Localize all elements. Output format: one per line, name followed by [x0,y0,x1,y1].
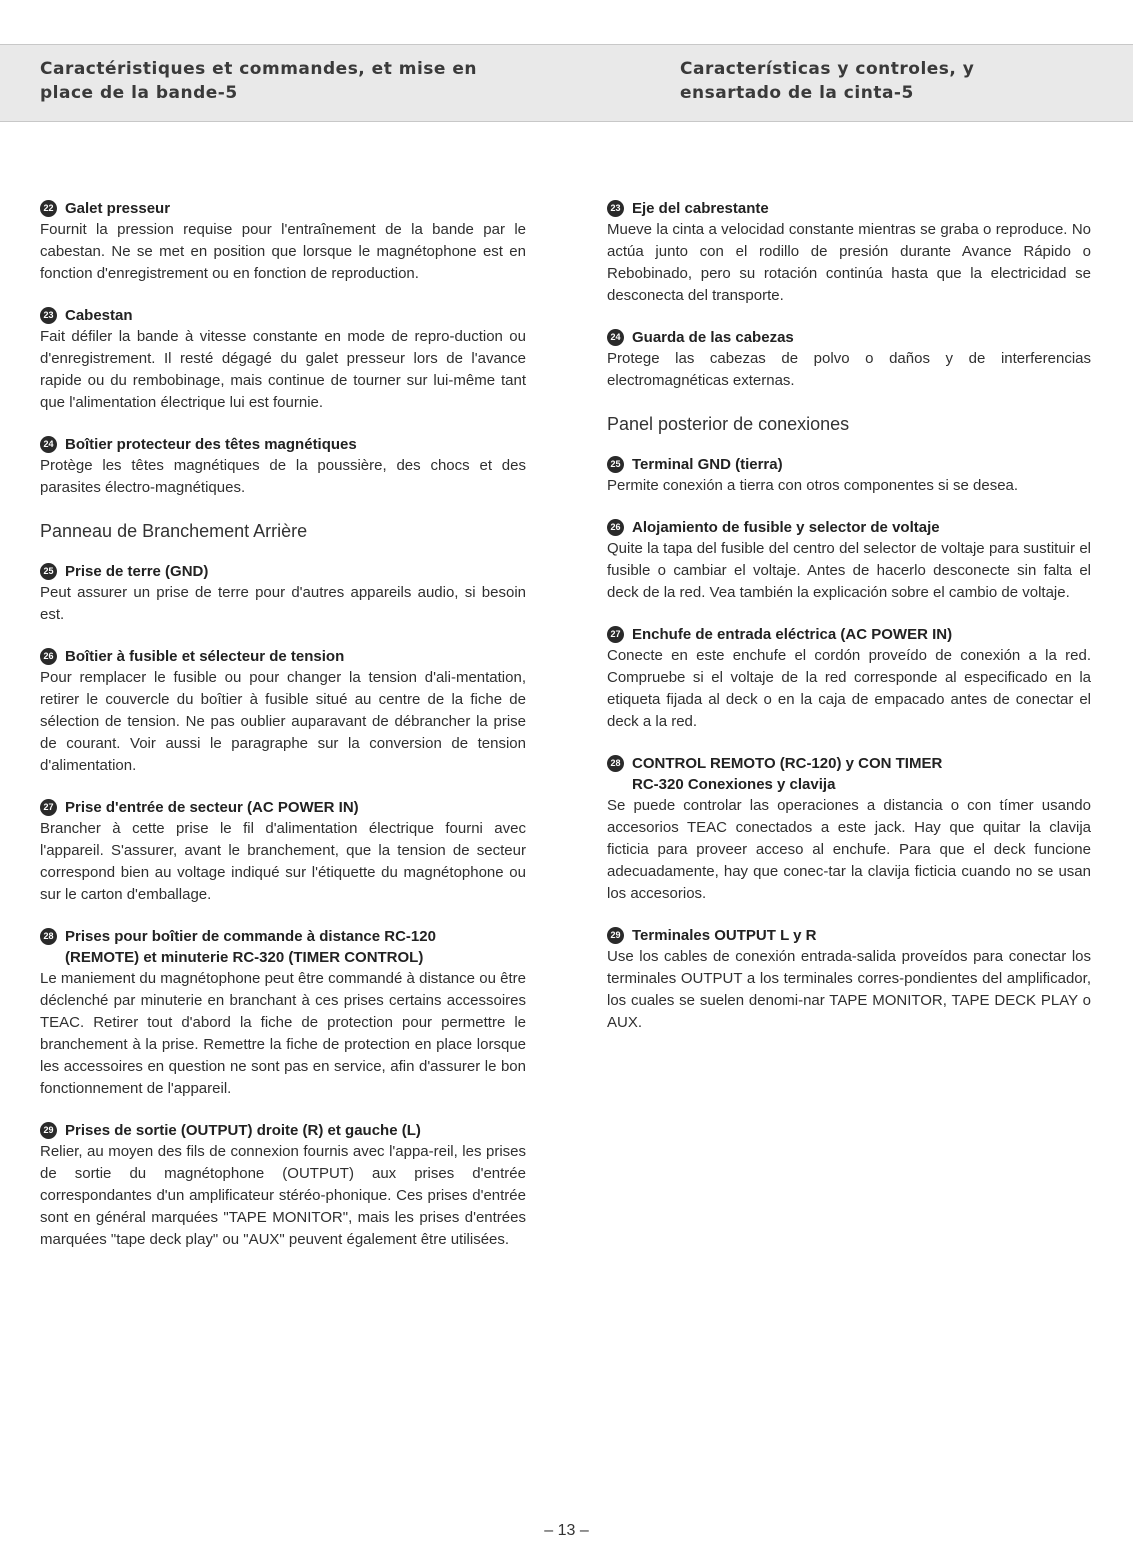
feature-item [40,198,526,285]
feature-item-description: Pour remplacer le fusible ou pour changer la tension d'ali-mentation, retirer le couvercle du boîtier à fusible situé au centre de la fiche de sélection de tension. Ne pas oublier auparavant de débrancher la prise de courant. Voir aussi le paragraphe sur la conversion de tension d'alimentation. [40,669,526,774]
french-column [40,198,526,1271]
feature-item-title-line: Galet presseur [65,200,171,217]
feature-item-title [40,198,526,219]
feature-item-title-line: Prise de terre (GND) [65,563,209,580]
feature-item-title [40,646,526,667]
page-number: – 13 – [544,1522,589,1539]
feature-item [40,926,526,1100]
feature-item-title [40,434,526,455]
feature-item [40,646,526,777]
feature-item-title-line: Prise d'entrée de secteur (AC POWER IN) [65,799,359,816]
feature-item-title [40,797,526,818]
feature-item [607,198,1091,307]
item-number-badge: 26 [40,648,57,665]
feature-item-title-line: Terminales OUTPUT L y R [632,927,817,944]
feature-item-title-line: Cabestan [65,307,133,324]
feature-item-title-line: Guarda de las cabezas [632,329,794,346]
feature-item-title [40,1120,526,1141]
feature-item [607,624,1091,733]
feature-item-title-line: CONTROL REMOTO (RC-120) y CON TIMER [632,755,943,772]
item-number-badge: 22 [40,200,57,217]
item-number-badge: 27 [607,626,624,643]
header-title-spanish [680,57,974,105]
feature-item-title-text [632,198,1091,219]
header-title-spanish-line2: ensartado de la cinta-5 [680,83,914,103]
feature-item-title-line: Prises pour boîtier de commande à distance RC-120 [65,928,436,945]
item-number-badge: 24 [607,329,624,346]
feature-item [607,454,1091,497]
feature-item [40,305,526,414]
feature-item-title-text [632,925,1091,946]
item-number-badge: 25 [40,563,57,580]
item-number-badge: 23 [40,307,57,324]
feature-item-title-text [65,1120,526,1141]
item-number-badge: 25 [607,456,624,473]
feature-item [607,925,1091,1034]
feature-item-title-line: Enchufe de entrada eléctrica (AC POWER IN) [632,626,953,643]
feature-item-title-text [65,305,526,326]
feature-item [607,753,1091,905]
feature-item-title [40,926,526,968]
feature-item-title [607,198,1091,219]
item-number-badge: 28 [607,755,624,772]
feature-item-description: Fournit la pression requise pour l'entraînement de la bande par le cabestan. Ne se met en position que lorsque le magnétophone est en fonction d'enregistrement ou en fonction de reproduction. [40,221,526,282]
feature-item-title-text [65,646,526,667]
feature-item-title-text [65,561,526,582]
feature-item-description: Mueve la cinta a velocidad constante mientras se graba o reproduce. No actúa junto con el rodillo de presión durante Avance Rápido o Rebobinado, pero su rotación continúa hasta que la electricidad se desconecta del transporte. [607,221,1091,304]
feature-item-description: Peut assurer un prise de terre pour d'autres appareils audio, si besoin est. [40,584,526,623]
feature-item [40,561,526,626]
feature-item-title-line: Terminal GND (tierra) [632,456,783,473]
feature-item-title-text [65,198,526,219]
spanish-items-group-a [607,198,1091,392]
header-title-french [40,57,477,105]
feature-item-title-text [65,926,526,968]
feature-item-description: Permite conexión a tierra con otros componentes si se desea. [607,477,1019,494]
feature-item-title-text [632,327,1091,348]
item-number-badge: 27 [40,799,57,816]
feature-item-description: Protege las cabezas de polvo o daños y de interferencias electromagnéticas externas. [607,350,1091,389]
feature-item-description: Use los cables de conexión entrada-salida proveídos para conectar los terminales OUTPUT a los terminales corres-pondientes del amplificador, los cuales se suelen denomi-nar TAPE MONITOR, TAPE DECK PLAY o AUX. [607,948,1091,1031]
feature-item-title-text [632,753,1091,795]
item-number-badge: 23 [607,200,624,217]
feature-item-title-text [65,797,526,818]
feature-item-title [607,925,1091,946]
feature-item-title [607,517,1091,538]
feature-item-description: Conecte en este enchufe el cordón proveído de conexión a la red. Compruebe si el voltaje de la red corresponde al especificado en la etiqueta fijada al deck o en la caja de empacado antes de conectar el deck a la red. [607,647,1091,730]
feature-item-description: Relier, au moyen des fils de connexion fournis avec l'appa-reil, les prises de sortie du magnétophone (OUTPUT) aux prises d'entrée correspondantes d'un amplificateur stéréo-phonique. Ces prises d'entrée sont en général marquées "TAPE MONITOR", mais les prises d'entrées marquées "tape deck play" ou "AUX" peuvent également être utilisées. [40,1143,526,1248]
feature-item-title-line: Eje del cabrestante [632,200,769,217]
french-items-group-b [40,561,526,1251]
feature-item-title [607,454,1091,475]
spanish-section-heading: Panel posterior de conexiones [607,414,850,434]
item-number-badge: 24 [40,436,57,453]
feature-item-description: Fait défiler la bande à vitesse constante en mode de repro-duction ou d'enregistrement. Il resté dégagé du galet presseur lors de l'avance rapide ou du rembobinage, mais continue de tourner sur lui-même tant que l'alimentation électrique lui est fournie. [40,328,526,411]
feature-item [40,434,526,499]
feature-item [607,327,1091,392]
feature-item-title-line: Boîtier protecteur des têtes magnétiques [65,436,357,453]
header-title-spanish-line1: Características y controles, y [680,59,975,79]
item-number-badge: 26 [607,519,624,536]
feature-item-title-line: Prises de sortie (OUTPUT) droite (R) et gauche (L) [65,1122,421,1139]
item-number-badge: 28 [40,928,57,945]
feature-item-description: Se puede controlar las operaciones a distancia o con tímer usando accesorios TEAC conectados a este jack. Hay que quitar la clavija ficticia para proveer acceso al enchufe. Para que el deck funcione adecuadamente, hay que conec-tar la clavija ficticia cuando no se usan los accesorios. [607,797,1091,902]
spanish-column [607,198,1091,1054]
feature-item-title-line-2: (REMOTE) et minuterie RC-320 (TIMER CONTROL) [65,949,424,966]
item-number-badge: 29 [40,1122,57,1139]
feature-item-title-text [65,434,526,455]
feature-item-description: Quite la tapa del fusible del centro del selector de voltaje para sustituir el fusible o cambiar el voltaje. Antes de hacerlo desconecte sin falta el deck de la red. Vea también la explicación sobre el cambio de voltaje. [607,540,1091,601]
feature-item-description: Le maniement du magnétophone peut être commandé à distance ou être déclenché par minuterie en branchant à ces prises certains accessoires TEAC. Retirer tout d'abord la fiche de protection pour permettre le branchement à la prise. Remettre la fiche de protection en place lorsque les accessoires en question ne sont pas en service, afin d'assurer le bon fonctionnement de l'appareil. [40,970,526,1097]
header-band [0,44,1133,122]
header-title-french-line2: place de la bande-5 [40,83,238,103]
feature-item-title [40,561,526,582]
feature-item-title-text [632,454,1091,475]
feature-item [40,1120,526,1251]
feature-item-description: Protège les têtes magnétiques de la poussière, des chocs et des parasites électro-magnétiques. [40,457,526,496]
feature-item-description: Brancher à cette prise le fil d'alimentation électrique fourni avec l'appareil. S'assurer, avant le branchement, que la tension de secteur correspond bien au voltage indiqué sur l'étiquette du magnétophone ou sur le carton d'emballage. [40,820,526,903]
feature-item [607,517,1091,604]
feature-item-title-text [632,517,1091,538]
feature-item [40,797,526,906]
item-number-badge: 29 [607,927,624,944]
feature-item-title [607,624,1091,645]
feature-item-title-line-2: RC-320 Conexiones y clavija [632,776,836,793]
feature-item-title-text [632,624,1091,645]
french-items-group-a [40,198,526,499]
french-section-heading: Panneau de Branchement Arrière [40,521,308,541]
feature-item-title-line: Boîtier à fusible et sélecteur de tension [65,648,345,665]
feature-item-title [607,327,1091,348]
header-title-french-line1: Caractéristiques et commandes, et mise en [40,59,477,79]
spanish-items-group-b [607,454,1091,1034]
feature-item-title [40,305,526,326]
feature-item-title [607,753,1091,795]
feature-item-title-line: Alojamiento de fusible y selector de voltaje [632,519,940,536]
